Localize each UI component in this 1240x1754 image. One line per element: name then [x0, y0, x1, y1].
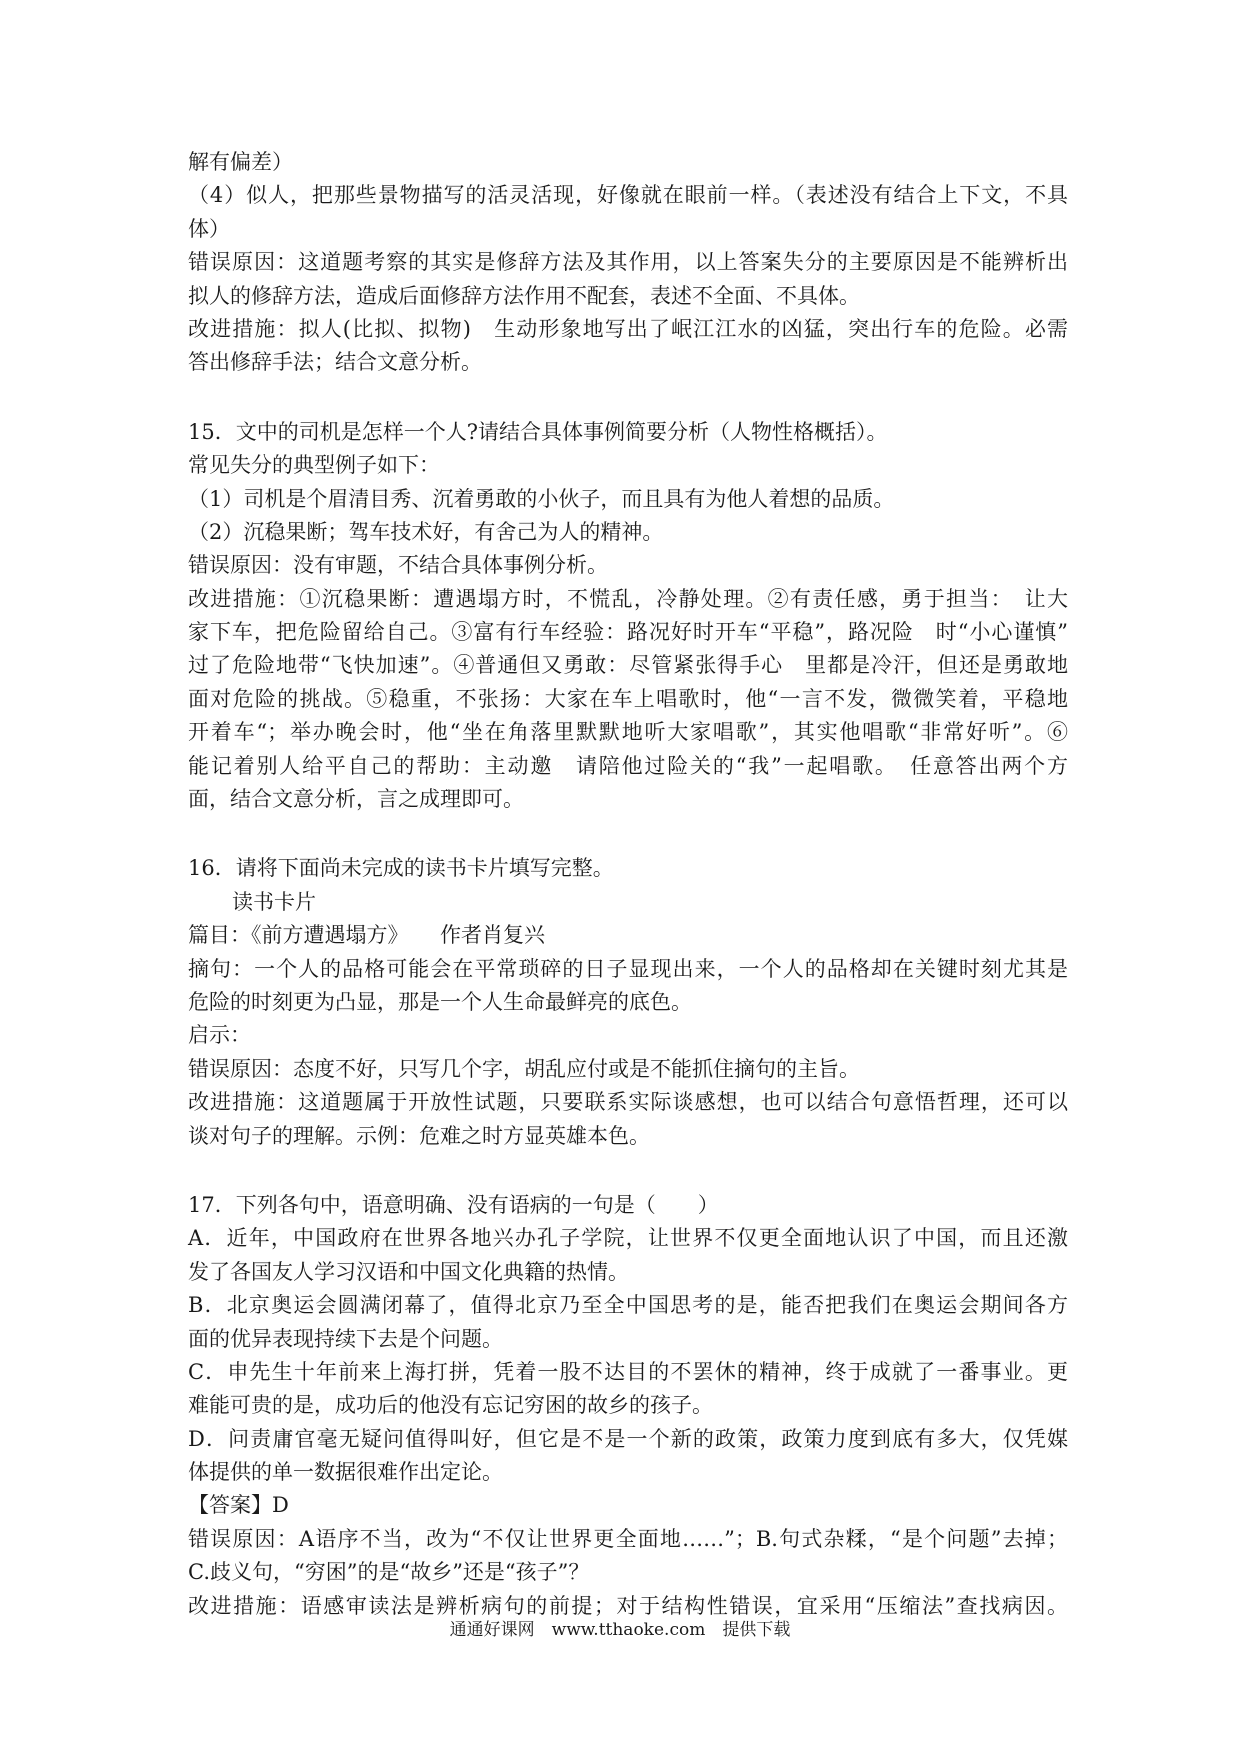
text-line: D．问责庸官毫无疑问值得叫好，但它是不是一个新的政策，政策力度到底有多大，仅凭媒 [188, 1426, 1068, 1451]
text-line: 改进措施：拟人(比拟、拟物) 生动形象地写出了岷江江水的凶猛，突出行车的危险。必需 [188, 316, 1068, 341]
text-line: 面的优异表现持续下去是个问题。 [188, 1326, 503, 1351]
block-spacer [188, 380, 1068, 416]
text-line: 改进措施：①沉稳果断：遭遇塌方时，不慌乱，冷静处理。②有责任感，勇于担当： 让大 [188, 586, 1068, 611]
text-line: 答出修辞手法；结合文意分析。 [188, 350, 482, 375]
text-line: C．申先生十年前来上海打拼，凭着一股不达目的不罢休的精神，终于成就了一番事业。更 [188, 1359, 1068, 1384]
text-line: （4）似人，把那些景物描写的活灵活现，好像就在眼前一样。（表述没有结合上下文，不具 [188, 183, 1068, 208]
block-spacer [188, 1153, 1068, 1189]
text-block [188, 416, 1068, 817]
text-line: 谈对句子的理解。示例：危难之时方显英雄本色。 [188, 1123, 650, 1148]
text-line: 错误原因：A语序不当，改为“不仅让世界更全面地……”；B.句式杂糅，“是个问题”去掉； [188, 1526, 1068, 1551]
text-line: 改进措施：语感审读法是辨析病句的前提；对于结构性错误，宜采用“压缩法”查找病因。 [188, 1593, 1068, 1618]
text-block [188, 146, 1068, 380]
text-block [188, 1189, 1068, 1623]
text-line: 15．文中的司机是怎样一个人?请结合具体事例简要分析（人物性格概括）。 [188, 419, 888, 444]
text-line: （2）沉稳果断；驾车技术好，有舍己为人的精神。 [188, 519, 664, 544]
document-body [188, 146, 1068, 1623]
text-line: 16．请将下面尚未完成的读书卡片填写完整。 [188, 856, 614, 881]
text-line: 解有偏差） [188, 150, 293, 174]
text-line: 危险的时刻更为凸显，那是一个人生命最鲜亮的底色。 [188, 989, 692, 1014]
text-line: 面，结合文意分析，言之成理即可。 [188, 787, 524, 812]
text-line: 启示： [188, 1023, 251, 1048]
text-line: 面对危险的挑战。⑤稳重，不张扬：大家在车上唱歌时，他“一言不发，微微笑着，平稳地 [188, 686, 1068, 711]
text-line: 17．下列各句中，语意明确、没有语病的一句是（ ） [188, 1192, 719, 1217]
text-line: 开着车“；举办晚会时，他“坐在角落里默默地听大家唱歌”，其实他唱歌“非常好听”。⑥ [188, 720, 1068, 745]
text-line: 能记着别人给平自己的帮助：主动邀 请陪他过险关的“我”一起唱歌。 任意答出两个方 [188, 753, 1068, 778]
text-line: 读书卡片 [232, 889, 316, 914]
block-spacer [188, 816, 1068, 852]
text-line: （1）司机是个眉清目秀、沉着勇敢的小伙子，而且具有为他人着想的品质。 [188, 486, 895, 511]
text-line: 家下车，把危险留给自己。③富有行车经验：路况好时开车“平稳”，路况险 时“小心谨慎” [188, 620, 1068, 645]
text-line: 错误原因：这道题考察的其实是修辞方法及其作用，以上答案失分的主要原因是不能辨析出 [188, 250, 1068, 275]
text-line: 摘句：一个人的品格可能会在平常琐碎的日子显现出来，一个人的品格却在关键时刻尤其是 [188, 956, 1068, 981]
text-line: A．近年，中国政府在世界各地兴办孔子学院，让世界不仅更全面地认识了中国，而且还激 [188, 1226, 1068, 1251]
text-block [188, 852, 1068, 1153]
text-line: 过了危险地带“飞快加速”。④普通但又勇敢：尽管紧张得手心 里都是冷汗，但还是勇敢地 [188, 653, 1068, 678]
text-line: 发了各国友人学习汉语和中国文化典籍的热情。 [188, 1259, 629, 1284]
text-line: B．北京奥运会圆满闭幕了，值得北京乃至全中国思考的是，能否把我们在奥运会期间各方 [188, 1293, 1068, 1318]
text-line: 体） [188, 216, 230, 241]
text-line: 错误原因：态度不好，只写几个字，胡乱应付或是不能抓住摘句的主旨。 [188, 1056, 860, 1081]
text-line: 【答案】D [188, 1493, 289, 1518]
text-line: 难能可贵的是，成功后的他没有忘记穷困的故乡的孩子。 [188, 1393, 713, 1418]
page-footer: 通通好课网 www.tthaoke.com 提供下载 [449, 1620, 791, 1640]
text-line: 篇目：《前方遭遇塌方》 作者肖复兴 [188, 923, 545, 948]
text-line: 改进措施：这道题属于开放性试题，只要联系实际谈感想，也可以结合句意悟哲理，还可以 [188, 1090, 1068, 1115]
text-line: 常见失分的典型例子如下： [188, 453, 440, 478]
text-line: 拟人的修辞方法，造成后面修辞方法作用不配套，表述不全面、不具体。 [188, 283, 860, 308]
text-line: C.歧义句，“穷困”的是“故乡”还是“孩子”？ [188, 1560, 590, 1585]
text-line: 错误原因：没有审题，不结合具体事例分析。 [188, 553, 608, 578]
text-line: 体提供的单一数据很难作出定论。 [188, 1460, 503, 1485]
